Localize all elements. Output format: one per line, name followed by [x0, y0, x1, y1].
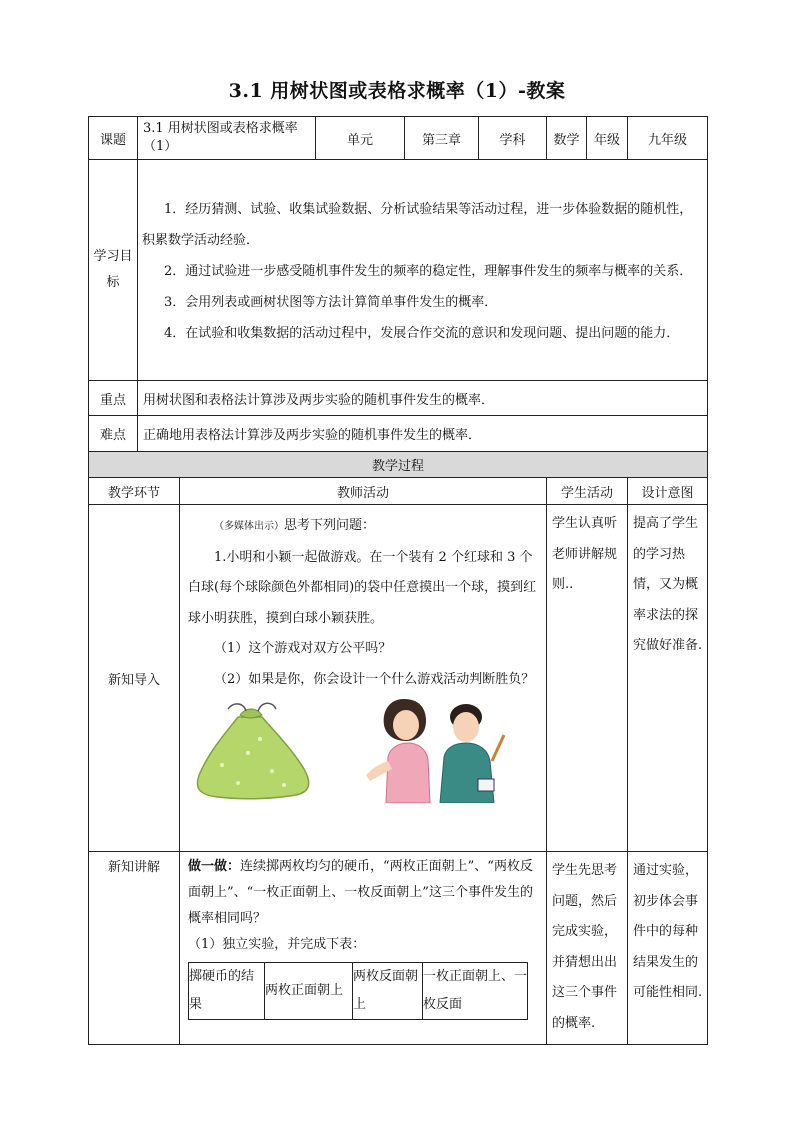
key-point-text: 用树状图和表格法计算涉及两步实验的随机事件发生的概率．: [138, 381, 708, 416]
bag-illustration: [188, 695, 318, 803]
col-design: 设计意图: [628, 478, 708, 505]
intro-prompt: 思考下列问题：: [284, 518, 376, 533]
objective-item: 1．经历猜测、试验、收集试验数据、分析试验结果等活动过程，进一步体验数据的随机性，积累数学活动经验．: [142, 201, 693, 248]
col-stage: 教学环节: [89, 478, 180, 505]
course-info-row: [89, 117, 708, 160]
intro-stage: 新知导入: [89, 505, 180, 852]
objective-item: 3．会用列表或画树状图等方法计算简单事件发生的概率．: [164, 294, 498, 310]
activity-title: 做一做：: [188, 859, 241, 874]
intro-question-1: 1.小明和小颖一起做游戏。在一个装有 2 个红球和 3 个白球(每个球除颜色外都相同)的袋中任意摸出一个球，摸到红球小明获胜，摸到白球小颖获胜。: [188, 549, 537, 626]
lecture-student-activity: 学生先思考问题，然后完成实验，并猜想出出这三个事件的概率.: [547, 852, 628, 1045]
lecture-teacher-activity: [180, 852, 547, 1045]
subject-label: 学科: [479, 117, 547, 160]
key-point-row: [89, 381, 708, 416]
objectives-row: [89, 160, 708, 381]
lesson-plan-table: [88, 116, 708, 1045]
lecture-design-intent: 通过实验，初步体会事件中的每种结果发生的可能性相同.: [628, 852, 708, 1045]
difficulty-row: [89, 416, 708, 452]
activity-text: 连续掷两枚均匀的硬币，“两枚正面朝上”、“两枚反面朝上”、“一枚正面朝上、一枚反面朝上”这三个事件发生的概率相同吗？: [188, 859, 533, 926]
objectives-label: 学习目标: [89, 160, 138, 381]
intro-question-2: （1）这个游戏对双方公平吗？: [214, 641, 392, 656]
coin-header-cell: 两枚反面朝上: [353, 963, 423, 1020]
lecture-row: [89, 852, 708, 1045]
unit-label: 单元: [316, 117, 405, 160]
illustration-area: [188, 695, 538, 803]
lecture-stage: 新知讲解: [89, 852, 180, 1045]
process-header-row: [89, 452, 708, 478]
page-title: 3.1 用树状图或表格求概率（1）-教案: [228, 80, 566, 102]
process-header: 教学过程: [89, 452, 708, 478]
objective-item: 2．通过试验进一步感受随机事件发生的频率的稳定性，理解事件发生的频率与概率的关系．: [164, 263, 693, 279]
media-note: （多媒体出示）: [214, 521, 284, 532]
coin-results-header: [189, 963, 528, 1020]
coin-results-table: [188, 962, 528, 1020]
coin-header-cell: 掷硬币的结果: [189, 963, 265, 1020]
intro-question-3: （2）如果是你，你会设计一个什么游戏活动判断胜负？: [214, 671, 535, 687]
intro-teacher-activity: [180, 505, 547, 852]
unit-value: 第三章: [405, 117, 479, 160]
key-point-label: 重点: [89, 381, 138, 416]
process-columns-row: [89, 478, 708, 505]
coin-header-cell: 两枚正面朝上: [265, 963, 353, 1020]
lecture-step-1: （1）独立实验，并完成下表：: [188, 937, 366, 952]
objectives-content: [138, 160, 708, 381]
grade-label: 年级: [587, 117, 628, 160]
col-teacher: 教师活动: [180, 478, 547, 505]
coin-header-cell: 一枚正面朝上、一枚反面: [423, 963, 528, 1020]
intro-row: [89, 505, 708, 852]
children-illustration: [366, 695, 506, 803]
intro-design-intent: 提高了学生的学习热情，又为概率求法的探究做好准备.: [628, 505, 708, 852]
course-value: 3.1 用树状图或表格求概率（1）: [138, 117, 316, 160]
difficulty-text: 正确地用表格法计算涉及两步实验的随机事件发生的概率．: [138, 416, 708, 452]
subject-value: 数学: [547, 117, 587, 160]
col-student: 学生活动: [547, 478, 628, 505]
objective-item: 4．在试验和收集数据的活动过程中，发展合作交流的意识和发现问题、提出问题的能力．: [164, 325, 680, 341]
grade-value: 九年级: [628, 117, 708, 160]
intro-student-activity: 学生认真听老师讲解规则..: [547, 505, 628, 852]
difficulty-label: 难点: [89, 416, 138, 452]
course-label: 课题: [89, 117, 138, 160]
